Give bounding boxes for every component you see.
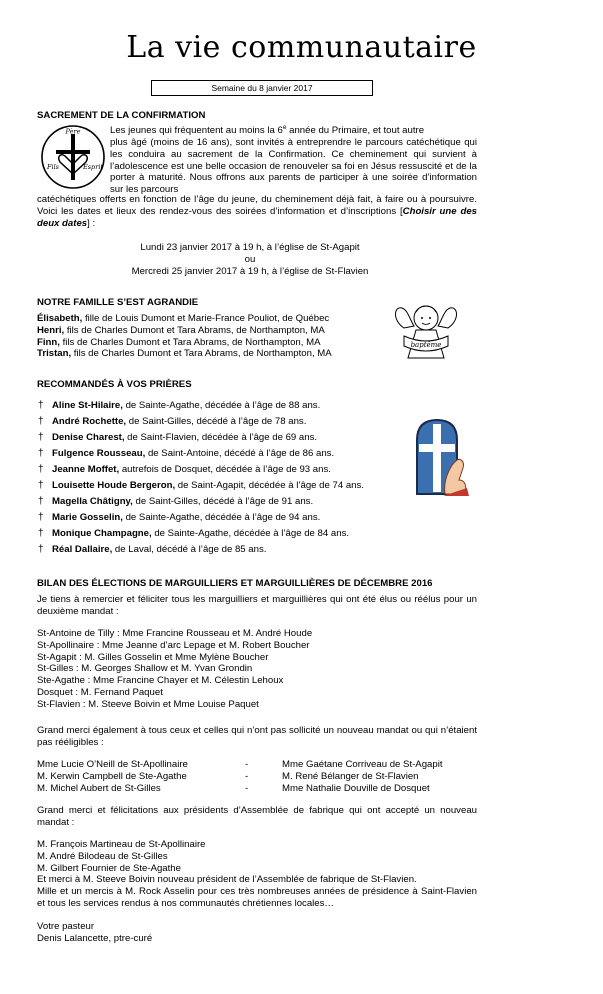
former-member: M. Michel Aubert de St-Gilles <box>37 782 161 794</box>
president-item: M. François Martineau de St-Apollinaire <box>37 839 206 850</box>
page-title: La vie communautaire <box>126 30 477 65</box>
parish-list <box>37 628 477 711</box>
prayer-item: Magella Châtigny, de Saint-Gilles, décédé à l’âge de 91 ans. <box>52 496 314 507</box>
dagger-icon: † <box>38 464 44 475</box>
dagger-icon: † <box>38 416 44 427</box>
former-member: M. Kerwin Campbell de Ste-Agathe <box>37 770 187 782</box>
closing-line-1: Et merci à M. Steeve Boivin nouveau président de l’Assemblée de fabrique de St-Flavien. <box>37 874 417 886</box>
prayer-item: Monique Champagne, de Sainte-Agathe, décédée à l’âge de 84 ans. <box>52 528 350 539</box>
logo-word-son: Fils <box>46 163 60 171</box>
signature-line-2: Denis Lalancette, ptre-curé <box>37 932 153 944</box>
family-item: Élisabeth, fille de Louis Dumont et Marie-France Pouliot, de Québec <box>37 313 330 324</box>
prayer-item: Fulgence Rousseau, de Saint-Antoine, décédé à l’âge de 86 ans. <box>52 448 335 459</box>
dagger-icon: † <box>38 544 44 555</box>
prayer-item: Aline St-Hilaire, de Sainte-Agathe, décédée à l’âge de 88 ans. <box>52 400 321 411</box>
prayer-item: Marie Gosselin, de Sainte-Agathe, décédée à l’âge de 94 ans. <box>52 512 321 523</box>
confirmation-date-2: Mercredi 25 janvier 2017 à 19 h, à l’église de St-Flavien <box>131 266 369 277</box>
dagger-icon: † <box>38 400 44 411</box>
trinity-logo-icon <box>40 124 106 190</box>
family-list <box>37 313 387 360</box>
parish-item: St-Antoine de Tilly : Mme Francine Rousseau et M. André Houde <box>37 628 313 639</box>
former-dash-column <box>245 759 248 794</box>
president-item: M. Gilbert Fournier de Ste-Agathe <box>37 862 181 874</box>
prayer-item: Réal Dallaire, de Laval, décédé à l’âge de 85 ans. <box>52 544 267 555</box>
elections-heading: BILAN DES ÉLECTIONS DE MARGUILLIERS ET MARGUILLIÈRES DE DÉCEMBRE 2016 <box>37 578 433 589</box>
logo-word-father: Père <box>65 127 81 136</box>
confirmation-heading: SACREMENT DE LA CONFIRMATION <box>37 110 206 121</box>
parish-item: St-Agapit : M. Gilles Gosselin et Mme Mylène Boucher <box>37 651 269 663</box>
signature-line-1: Votre pasteur <box>37 921 95 932</box>
confirmation-line-1: Les jeunes qui fréquentent au moins la 6e année du Primaire, et tout autre <box>110 124 425 137</box>
praying-window-icon <box>413 418 469 496</box>
closing-line-2: Mille et un mercis à M. Rock Asselin pour ces très nombreuses années de présidence à Saint-Flavien et tous les services rendus à nos communautés chrétiennes locales… <box>37 886 477 909</box>
presidents-list <box>37 839 477 910</box>
prayer-item: Denise Charest, de Saint-Flavien, décédée à l’âge de 69 ans. <box>52 432 318 443</box>
prayer-item: Jeanne Moffet, autrefois de Dosquet, décédée à l’âge de 93 ans. <box>52 464 331 475</box>
separator: - <box>245 759 249 770</box>
angel-banner-text: baptême <box>410 341 442 349</box>
logo-word-spirit: Esprit <box>82 163 104 171</box>
family-item: Finn, fils de Charles Dumont et Tara Abrams, de Northampton, MA <box>37 336 321 348</box>
dagger-icon: † <box>38 512 44 523</box>
confirmation-paragraph <box>110 122 477 196</box>
confirmation-body: plus âgé (moins de 16 ans), sont invités à entreprendre le parcours catéchétique qui les conduira au sacrement de la Confirmation. Ce cheminement qui survient à l’adolescence est une belle occasion de renouveler sa foi en Jésus ressuscité et de la porter à maturité. Nous offrons aux parents de participer à une soirée d’information sur les parcours <box>110 136 477 196</box>
elections-intro: Je tiens à remercier et féliciter tous les marguilliers et marguillières qui ont été élus ou réélus pour un deuxième mandat : <box>37 594 477 617</box>
dagger-icon: † <box>38 448 44 459</box>
family-heading: NOTRE FAMILLE S’EST AGRANDIE <box>37 297 199 308</box>
prayers-heading: RECOMMANDÉS À VOS PRIÈRES <box>37 379 192 390</box>
dagger-icon: † <box>38 496 44 507</box>
parish-item: St-Gilles : M. Georges Shallow et M. Yvan Grondin <box>37 663 253 675</box>
parish-item: Dosquet : M. Fernand Paquet <box>37 686 163 698</box>
former-member: Mme Gaétane Corriveau de St-Agapit <box>282 759 443 770</box>
confirmation-date-1: Lundi 23 janvier 2017 à 19 h, à l’église de St-Agapit <box>140 242 360 253</box>
dagger-icon: † <box>38 528 44 539</box>
confirmation-paragraph-2: catéchétiques offerts en fonction de l’âge du jeune, du cheminement déjà fait, à faire ou à poursuivre. Voici les dates et lieux des rendez-vous des soirées d’information et d’inscriptions [Choisir une des deux dates] : <box>37 194 477 229</box>
president-item: M. André Bilodeau de St-Gilles <box>37 850 168 862</box>
thanks-paragraph: Grand merci également à tous ceux et celles qui n’ont pas sollicité un nouveau mandat ou qui n’étaient pas rééligibles : <box>37 725 477 748</box>
baptism-angel-icon <box>390 298 462 370</box>
separator: - <box>245 770 249 782</box>
former-left-column <box>37 759 188 794</box>
week-label: Semaine du 8 janvier 2017 <box>151 80 373 96</box>
family-item: Henri, fils de Charles Dumont et Tara Abrams, de Northampton, MA <box>37 324 325 336</box>
parish-item: St-Apollinaire : Mme Jeanne d’arc Lepage et M. Robert Boucher <box>37 639 310 651</box>
dagger-icon: † <box>38 480 44 491</box>
signature <box>37 921 152 945</box>
separator: - <box>245 782 249 794</box>
former-member: Mme Lucie O’Neill de St-Apollinaire <box>37 759 188 770</box>
former-member: M. René Bélanger de St-Flavien <box>282 770 419 782</box>
parish-item: St-Flavien : M. Steeve Boivin et Mme Louise Paquet <box>37 698 259 710</box>
former-member: Mme Nathalie Douville de Dosquet <box>282 782 430 794</box>
prayer-item: Louisette Houde Bergeron, de Saint-Agapit, décédée à l’âge de 74 ans. <box>52 480 364 491</box>
former-right-column <box>282 759 443 794</box>
parish-item: Ste-Agathe : Mme Francine Chayer et M. Célestin Lehoux <box>37 675 284 687</box>
presidents-intro: Grand merci et félicitations aux présidents d’Assemblée de fabrique qui ont accepté un nouveau mandat : <box>37 805 477 828</box>
dagger-icon: † <box>38 432 44 443</box>
confirmation-or: ou <box>244 254 256 265</box>
family-item: Tristan, fils de Charles Dumont et Tara Abrams, de Northampton, MA <box>37 348 332 360</box>
prayer-item: André Rochette, de Saint-Gilles, décédé à l’âge de 78 ans. <box>52 416 307 427</box>
